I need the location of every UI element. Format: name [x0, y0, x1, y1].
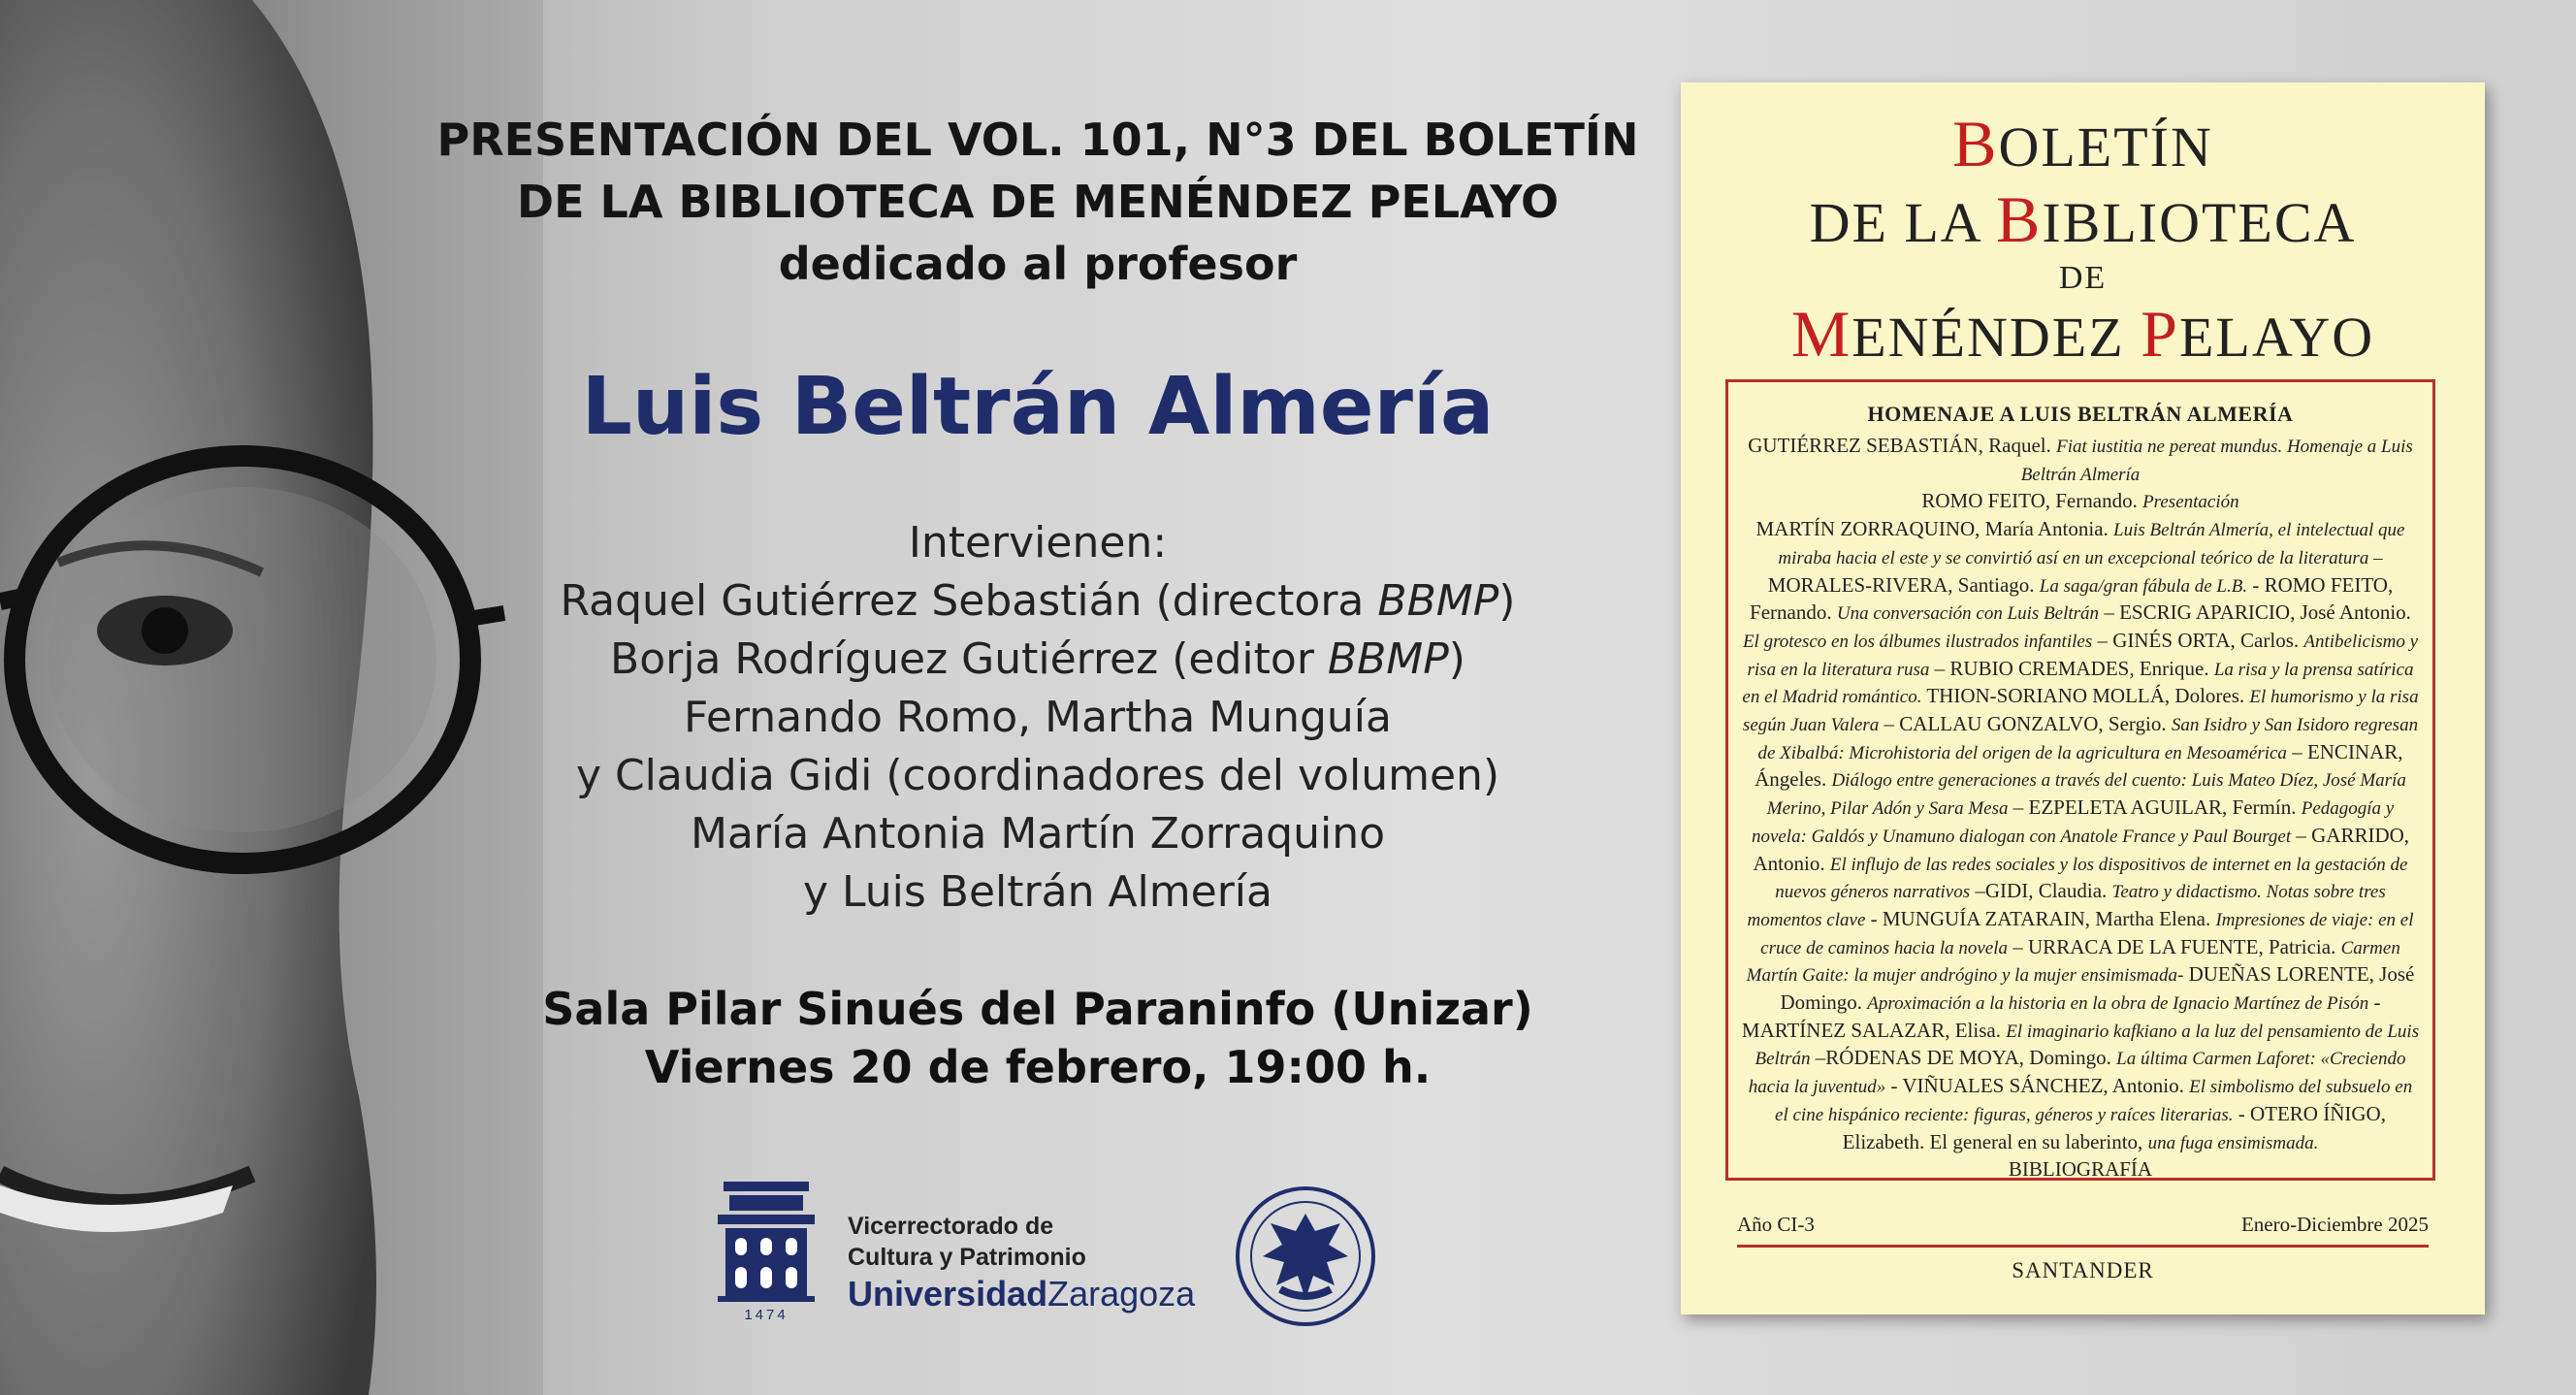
speakers-list: [369, 514, 1707, 922]
university-name: UniversidadZaragoza: [848, 1274, 1196, 1314]
university-building-logo: [718, 1182, 815, 1322]
speakers-title: Intervienen:: [908, 518, 1168, 568]
speaker-4: y Claudia Gidi (coordinadores del volumen): [575, 751, 1500, 800]
homenaje-heading: HOMENAJE A LUIS BELTRÁN ALMERÍA: [1867, 402, 2294, 426]
venue-name: Sala Pilar Sinués del Paraninfo (Unizar): [542, 983, 1533, 1035]
heading-line-1: PRESENTACIÓN DEL VOL. 101, N°3 DEL BOLETÍN: [436, 114, 1639, 166]
speaker-3: Fernando Romo, Martha Munguía: [684, 693, 1392, 742]
honoree-name: Luis Beltrán Almería: [581, 361, 1495, 453]
table-of-contents: GUTIÉRREZ SEBASTIÁN, Raquel. Fiat iustitia ne pereat mundus. Homenaje a Luis Beltrán Almería ROMO FEITO, Fernando. Presentación MARTÍN ZORRAQUINO, María Antonia. Luis Beltrán Almería, el intelectual que miraba hacia el este y se convirtió así en un excepcional teórico de la literatura – MORALES-RIVERA, Santiago. La saga/gran fábula de L.B. - ROMO FEITO, Fernando. Una conversación con Luis Beltrán – ESCRIG APARICIO, José Antonio. El grotesco en los álbumes ilustrados infantiles – GINÉS ORTA, Carlos. Antibelicismo y risa en la literatura rusa – RUBIO CREMADES, Enrique. La risa y la prensa satírica en el Madrid romántico. THION-SORIANO MOLLÁ, Dolores. El humorismo y la risa según Juan Valera – CALLAU GONZALVO, Sergio. San Isidro y San Isidoro regresan de Xibalbá: Microhistoria del origen de la agricultura en Mesoamérica – ENCINAR, Ángeles. Diálogo entre generaciones a través del cuento: Luis Mateo Díez, José María Merino, Pilar Adón y Sara Mesa – EZPELETA AGUILAR, Fermín. Pedagogía y novela: Galdós y Unamuno dialogan con Anatole France y Paul Bourget – GARRIDO, Antonio. El influjo de las redes sociales y los dispositivos de internet en la gestación de nuevos géneros narrativos –GIDI, Claudia. Teatro y didactismo. Notas sobre tres momentos clave - MUNGUÍA ZATARAIN, Martha Elena. Impresiones de viaje: en el cruce de caminos hacia la novela – URRACA DE LA FUENTE, Patricia. Carmen Martín Gaite: la mujer andrógino y la mujer ensimismada- DUEÑAS LORENTE, José Domingo. Aproximación a la historia en la obra de Ignacio Martínez de Pisón - MARTÍNEZ SALAZAR, Elisa. El imaginario kafkiano a la luz del pensamiento de Luis Beltrán –RÓDENAS DE MOYA, Domingo. La última Carmen Laforet: «Creciendo hacia la juventud» - VIÑUALES SÁNCHEZ, Antonio. El simbolismo del subsuelo en el cine hispánico reciente: figuras, géneros y raíces literarias. - OTERO ÍÑIGO, Elizabeth. El general en su laberinto, una fuga ensimismada. BIBLIOGRAFÍA: [1741, 434, 2420, 1182]
venue-info: [369, 980, 1707, 1096]
book-cover: [1681, 82, 2485, 1314]
heading-line-3: dedicado al profesor: [778, 238, 1298, 290]
svg-text:1474: 1474: [744, 1307, 789, 1322]
event-heading: [369, 109, 1707, 295]
book-title: BOLETÍN DE LA BIBLIOTECA DE MENÉNDEZ PELAYO: [1790, 107, 2375, 371]
menendez-pelayo-seal-icon: [1234, 1184, 1377, 1328]
speaker-6: y Luis Beltrán Almería: [803, 867, 1272, 917]
book-dates: Enero-Diciembre 2025: [2240, 1213, 2429, 1236]
speaker-5: María Antonia Martín Zorraquino: [690, 809, 1386, 859]
book-city: SANTANDER: [2012, 1258, 2154, 1282]
event-datetime: Viernes 20 de febrero, 19:00 h.: [644, 1041, 1432, 1093]
vicerrectorado-logo-text: Vicerrectorado de Cultura y Patrimonio UniversidadZaragoza: [848, 1213, 1196, 1314]
sponsor-logos: [718, 1182, 1397, 1327]
contents-frame: [1725, 379, 2435, 1181]
book-year: Año CI-3: [1737, 1213, 1815, 1236]
heading-line-2: DE LA BIBLIOTECA DE MENÉNDEZ PELAYO: [516, 176, 1560, 228]
speaker-1: Raquel Gutiérrez Sebastián (directora BBMP): [560, 576, 1516, 626]
book-footer: [1737, 1213, 2429, 1248]
speaker-2: Borja Rodríguez Gutiérrez (editor BBMP): [610, 634, 1465, 684]
